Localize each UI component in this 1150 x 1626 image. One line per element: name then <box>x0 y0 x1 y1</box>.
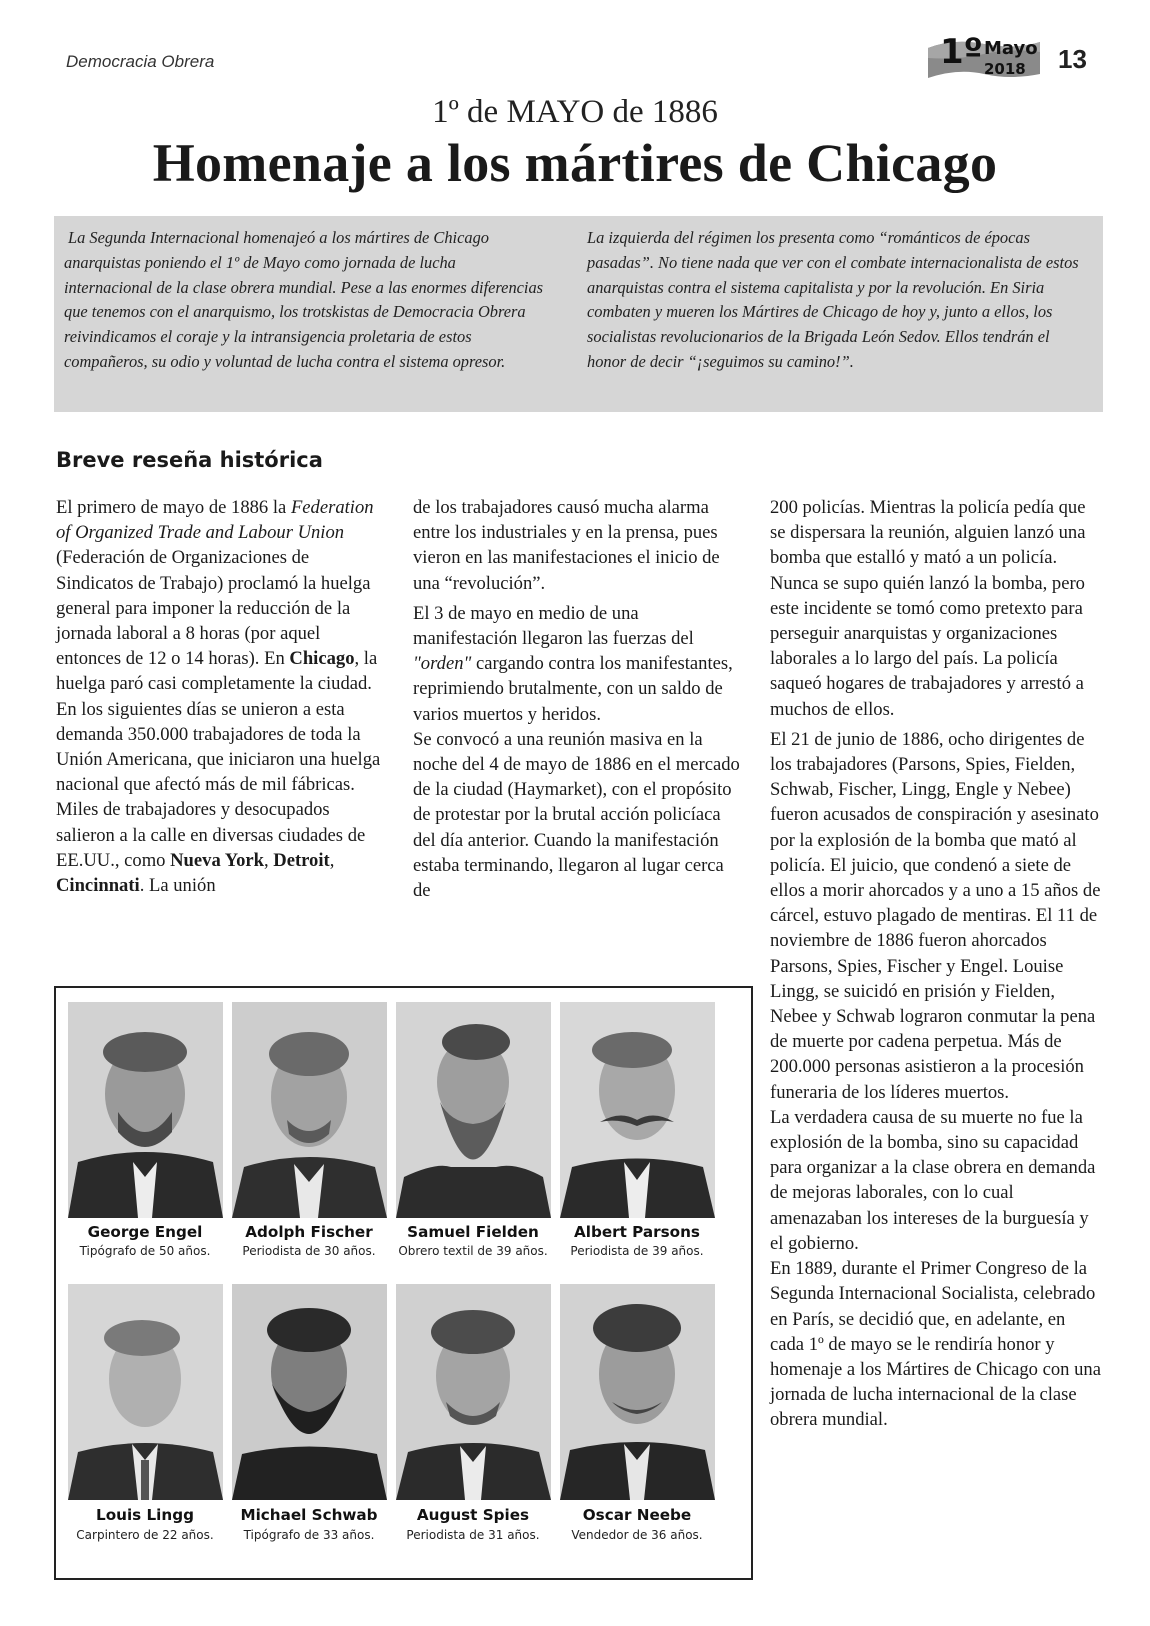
paragraph: 200 policías. Mientras la policía pedía que se dispersara la reunión, alguien lanzó una bomba que estalló y mató a un policía. Nunca se supo quién lanzó la bomba, pero este incidente se tomó como pretexto para perseguir anarquistas y organizaciones laborales a lo largo del país. La policía saqueó hogares de trabajadores y arrestó a muchos de ellos. <box>770 497 1086 720</box>
martyr-description: Periodista de 39 años. <box>570 1244 704 1258</box>
badge-month: Mayo <box>984 38 1038 59</box>
martyr-name: Adolph Fischer <box>245 1223 373 1241</box>
city-cincinnati: Cincinnati <box>56 875 140 897</box>
article-title: Homenaje a los mártires de Chicago <box>152 133 998 193</box>
paragraph: El 21 de junio de 1886, ocho dirigentes de los trabajadores (Parsons, Spies, Fielden, Schwab, Fischer, Lingg, Engle y Nebee) fueron acusados de conspiración y asesinato por la explosión de la bomba que mató al policía. El juicio, que condenó a siete de ellos a morir ahorcados y a uno a 15 años de cárcel, estuvo plagado de mentiras. El 11 de noviembre de 1886 fueron ahorcados Parsons, Spies, Fischer y Engel. Louise Lingg, se suicidó en prisión y Fielden, Nebee y Schwab lograron conmutar la pena de muerte por cadena perpetua. Más de 200.000 personas asistieron a la procesión funeraria de los líderes muertos. <box>770 728 1101 1103</box>
martyr-description: Tipógrafo de 50 años. <box>79 1244 211 1258</box>
city-detroit: Detroit <box>273 849 330 871</box>
paragraph: de los trabajadores causó mucha alarma entre los industriales y en la prensa, pues vieron en las manifestaciones el inicio de una “revolución”. <box>413 497 720 594</box>
paragraph: En 1889, durante el Primer Congreso de la Segunda Internacional Socialista, celebrado en París, se decidió que, en adelante, en cada 1º de mayo se le rendiría honor y homenaje a los Mártires de Chicago con una jornada de lucha internacional de la clase obrera mundial. <box>770 1258 1101 1431</box>
portrait-photo <box>396 1284 551 1500</box>
martyr-name: August Spies <box>416 1506 530 1524</box>
body-column-3 <box>770 495 1102 1433</box>
intro-left-text: La Segunda Internacional homenajeó a los mártires de Chicago anarquistas poniendo el 1º de Mayo como jornada de lucha internacional de la clase obrera mundial. Pese a las enormes diferencias que tenemos con el anarquismo, los trotskistas de Democracia Obrera reivindicamos el coraje y la intransigencia proletaria de estos compañeros, su odio y voluntad de lucha contra el sistema opresor. <box>64 228 544 371</box>
portrait-photo <box>232 1284 387 1500</box>
martyr-name: Oscar Neebe <box>582 1506 692 1524</box>
martyr-description: Periodista de 31 años. <box>406 1528 540 1542</box>
city-new-york: Nueva York <box>170 849 264 871</box>
paragraph: Se convocó a una reunión masiva en la noche del 4 de mayo de 1886 en el mercado de la ciudad (Haymarket), con el propósito de protestar por la brutal acción policíaca del día anterior. Cuando la manifestación estaba terminando, llegaron al lugar cerca de <box>413 728 740 902</box>
portrait-photo <box>560 1284 715 1500</box>
portrait-photo <box>68 1284 223 1500</box>
body-column-2 <box>413 495 743 903</box>
section-heading: Breve reseña histórica <box>56 448 323 472</box>
city-chicago: Chicago <box>289 648 355 670</box>
martyr-name: Samuel Fielden <box>407 1223 539 1241</box>
badge-day: 1º <box>940 32 983 72</box>
martyr-description: Tipógrafo de 33 años. <box>243 1528 375 1542</box>
martyr-name: Michael Schwab <box>240 1506 378 1524</box>
martyr-name: Louis Lingg <box>96 1506 194 1524</box>
intro-right-text: La izquierda del régimen los presenta como “románticos de épocas pasadas”. No tiene nada que ver con el combate internacionalista de estos anarquistas contra el sistema capitalista y por la revolución. En Siria combaten y mueren los Mártires de Chicago de hoy y, junto a ellos, los socialistas revolucionarios de la Brigada León Sedov. Ellos tendrán el honor de decir “¡seguimos su camino!”. <box>587 228 1079 371</box>
badge-year: 2018 <box>984 60 1026 78</box>
portrait-photo <box>396 1002 551 1218</box>
martyr-description: Obrero textil de 39 años. <box>398 1244 548 1258</box>
orden-quote: "orden" <box>413 653 472 675</box>
martyrs-photo-grid <box>54 986 753 1580</box>
intro-box <box>54 216 1103 412</box>
federation-name: Federation of Organized Trade and Labour Union <box>56 497 374 544</box>
portrait-photo <box>560 1002 715 1218</box>
article-kicker: 1º de MAYO de 1886 <box>432 94 718 130</box>
martyr-name: Albert Parsons <box>574 1223 700 1241</box>
paragraph: La verdadera causa de su muerte no fue la explosión de la bomba, sino su capacidad para organizar a la clase obrera en demanda de mejoras laborales, con lo cual amenazaban los intereses de la burguesía y el gobierno. <box>770 1106 1096 1254</box>
portrait-photo <box>68 1002 223 1218</box>
portrait-photo <box>232 1002 387 1218</box>
body-column-1 <box>56 495 386 898</box>
martyr-name: George Engel <box>87 1223 203 1241</box>
paragraph: El 3 de mayo en medio de una manifestación llegaron las fuerzas del "orden" cargando contra los manifestantes, reprimiendo brutalmente, con un saldo de varios muertos y heridos. <box>413 602 733 725</box>
publication-name: Democracia Obrera <box>66 52 215 71</box>
paragraph: El primero de mayo de 1886 la Federation of Organized Trade and Labour Union (Federación de Organizaciones de Sindicatos de Trabajo) proclamó la huelga general para imponer la reducción de la jornada laboral a 8 horas (por aquel entonces de 12 o 14 horas). En Chicago, la huelga paró casi completamente la ciudad. En los siguientes días se unieron a esta demanda 350.000 trabajadores de toda la Unión Americana, que iniciaron una huelga nacional que afectó más de mil fábricas. Miles de trabajadores y desocupados salieron a la calle en diversas ciudades de EE.UU., como Nueva York, Detroit, Cincinnati. La unión <box>56 497 381 897</box>
page-number: 13 <box>1058 44 1087 74</box>
martyr-description: Periodista de 30 años. <box>242 1244 376 1258</box>
martyr-description: Vendedor de 36 años. <box>571 1528 703 1542</box>
martyr-description: Carpintero de 22 años. <box>76 1528 214 1542</box>
